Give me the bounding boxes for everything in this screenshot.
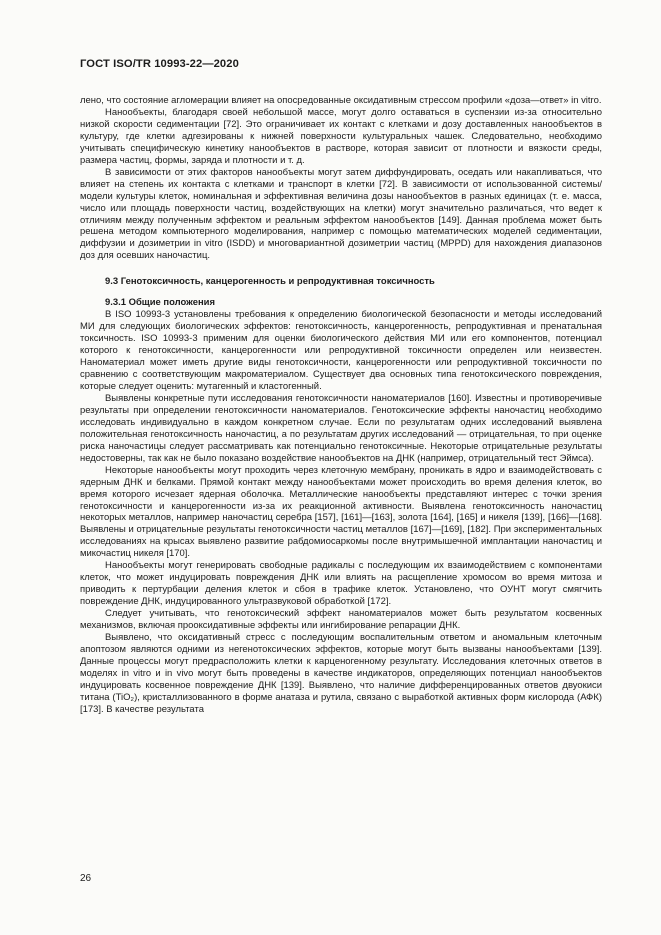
subsection-heading: 9.3.1 Общие положения: [105, 297, 215, 309]
paragraph: В ISO 10993-3 установлены требования к определению биологической безопасности и методы исследований МИ для следующих биологических эффектов: генотоксичность, канцерогенность, репродуктивная и пренатальная токсичность. ISO 10993-3 применим для оценки биологического действия МИ или его компонентов, потенциал которого к генотоксичности, канцерогенности или репродуктивной токсичности определен или неизвестен. Наноматериал может иметь другие виды генотоксичности, канцерогенности или репродуктивной токсичности по сравнению с соответствующим макроматериалом. Существует два основных типа генотоксического повреждения, которые следует оценить: мутагенный и кластогенный.: [80, 309, 602, 392]
paragraph: Некоторые нанообъекты могут проходить через клеточную мембрану, проникать в ядро и взаимодействовать с ядерным ДНК и белками. Прямой контакт между нанообъектами может происходить во время деления клеток, во время которого исчезает ядерная оболочка. Металлические нанообъекты представляют интерес с точки зрения генотоксичности и канцерогенности из-за их реакционной активности. Выявлена генотоксичность наночастиц некоторых металлов, например наночастиц серебра [157], [161]—[163], золота [164], [165] и никеля [139], [166]—[168]. Выявлены и отрицательные результаты генотоксичности частиц металлов [167]—[169], [182]. При экспериментальных исследованиях на крысах выявлено развитие рабдомиосаркомы после внутримышечной имплантации наночастиц и микочастиц никеля [170].: [80, 464, 602, 560]
document-body: [80, 95, 602, 716]
paragraph: В зависимости от этих факторов нанообъекты могут затем диффундировать, оседать или накапливаться, что влияет на степень их контакта с клетками и транспорт в клетки [72]. В зависимости от использованной системы/модели культуры клеток, номинальная и эффективная величина дозы нанообъектов в разных единицах (т. е. масса, число или площадь поверхности частиц, воздействующих на клетки) могут значительно различаться, что ведет к отличиям между полученным эффектом и реальным эффектом нанообъектов [149]. Данная проблема может быть решена методом компьютерного моделирования, например с помощью математических моделей седиментации, диффузии и дозиметрии in vitro (ISDD) и многовариантной дозиметрии частиц (MPPD) для нахождения диапазонов доз для осевших наночастиц.: [80, 166, 602, 262]
paragraph: Следует учитывать, что генотоксический эффект наноматериалов может быть результатом косвенных механизмов, включая прооксидативные эффекты или ингибирование репарации ДНК.: [80, 608, 602, 632]
paragraph: Нанообъекты, благодаря своей небольшой массе, могут долго оставаться в суспензии из-за относительно низкой скорости седиментации [72]. Это ограничивает их контакт с клетками и дозу доставленных нанообъектов в культуру, где клетки адгезированы к нижней поверхности культуральных чашек. Следовательно, необходимо учитывать специфическую кинетику нанообъектов в растворе, которая зависит от плотности и вязкости среды, размера частиц, формы, заряда и плотности и т. д.: [80, 106, 602, 166]
paragraph: Выявлено, что оксидативный стресс с последующим воспалительным ответом и аномальным клеточным апоптозом являются одними из негенотоксических эффектов, которые могут быть вызваны нанообъектами [139]. Данные процессы могут предрасположить клетки к карценогенному результату. Исследования клеточных ответов в моделях in vitro и in vivo могут быть проведены в качестве индикаторов, определяющих потенциал нанообъектов индуцировать косвенное повреждение ДНК [139]. Выявлено, что наличие дифференцированных ответов двуокиси титана (TiO₂), кристаллизованного в форме анатаза и рутила, связано с выработкой активных форм кислорода (АФК) [173]. В качестве результата: [80, 631, 602, 715]
paragraph: лено, что состояние агломерации влияет на опосредованные оксидативным стрессом профили «доза—ответ» in vitro.: [80, 95, 602, 106]
page-number: 26: [80, 873, 92, 884]
paragraph: Выявлены конкретные пути исследования генотоксичности наноматериалов [160]. Известны и противоречивые результаты при определении генотоксичности наноматериалов. Генотоксические эффекты наночастиц необходимо исследовать индивидуально в каждом конкретном случае. Если по результатам одних исследований выявлена положительная генотоксичность наночастиц, а по результатам других исследований — отрицательная, то при оценке риска наночастицы следует рассматривать как потенциально генотоксичные. Некоторые отрицательные результаты недостоверны, так как не было показано воздействие нанообъектов на ДНК (например, отрицательный тест Эймса).: [80, 392, 602, 464]
section-heading: 9.3 Генотоксичность, канцерогенность и репродуктивная токсичность: [105, 276, 435, 288]
paragraph: Нанообъекты могут генерировать свободные радикалы с последующим их взаимодействием с компонентами клеток, что может индуцировать повреждения ДНК или влиять на расщепление хромосом во время митоза и приводить к пертурбации деления клеток и сбоя в трафике клеток. Установлено, что ОУНТ могут смягчить повреждение ДНК, индуцированного ультразвуковой обработкой [172].: [80, 560, 602, 608]
page-header-title: ГОСТ ISO/TR 10993-22—2020: [80, 58, 239, 70]
